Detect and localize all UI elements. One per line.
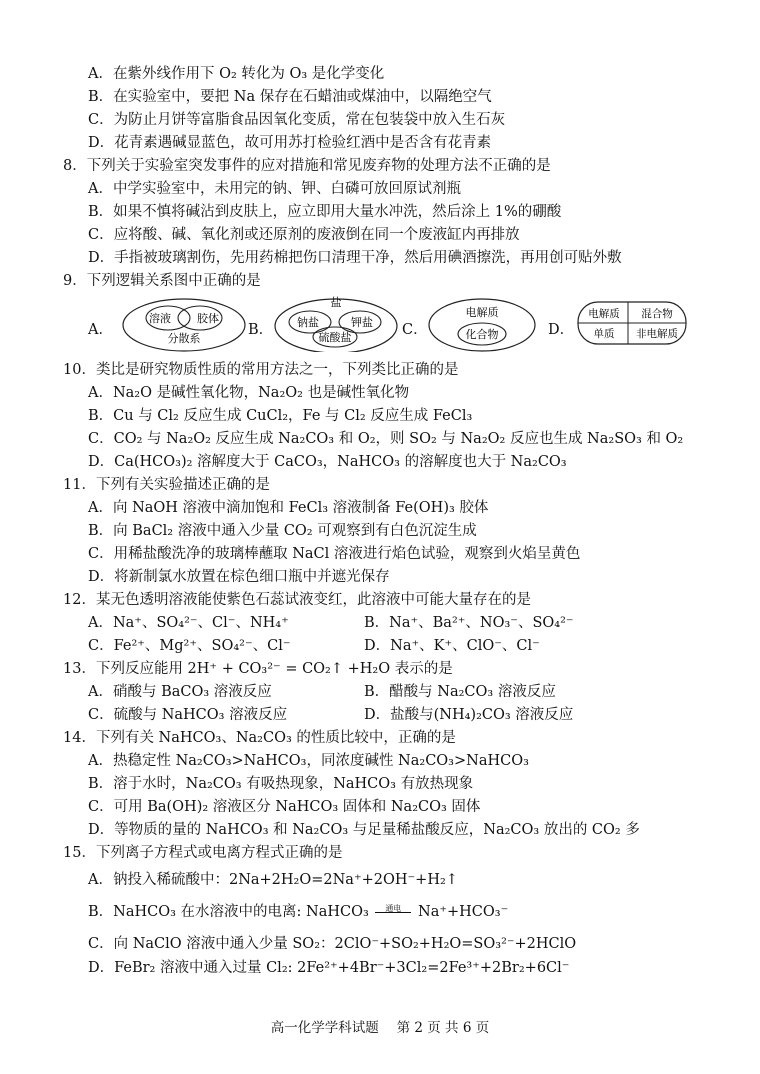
q15-b-suffix: Na⁺+HCO₃⁻ — [418, 904, 509, 920]
q9d-element: 单质 — [593, 328, 615, 340]
q12-stem: 12．某无色透明溶液能使紫色石蕊试液变红，此溶液中可能大量存在的是 — [63, 592, 531, 608]
q9c-electrolyte: 电解质 — [465, 306, 499, 319]
q14-option-a: A．热稳定性 Na₂CO₃>NaHCO₃，同浓度碱性 Na₂CO₃>NaHCO₃ — [88, 753, 529, 769]
q15-b-arrow — [375, 905, 411, 919]
q10-option-c: C．CO₂ 与 Na₂O₂ 反应生成 Na₂CO₃ 和 O₂，则 SO₂ 与 Na₂O₂ 反应也生成 Na₂SO₃ 和 O₂ — [88, 431, 684, 447]
q13-option-a: A．硝酸与 BaCO₃ 溶液反应 — [88, 684, 272, 700]
q12-option-d: D．Na⁺、K⁺、ClO⁻、Cl⁻ — [364, 638, 540, 654]
q9b-sulfate: 硫酸盐 — [318, 331, 352, 344]
q15-option-b — [88, 902, 508, 922]
q9b-salt: 盐 — [330, 296, 342, 309]
q9a-dispersion: 分散系 — [167, 332, 201, 345]
page-footer: 高一化学学科试题 第 2 页 共 6 页 — [270, 1020, 490, 1036]
q9-label-a: A． — [88, 322, 113, 338]
q11-stem: 11．下列有关实验描述正确的是 — [63, 477, 270, 493]
q9d-mixture: 混合物 — [641, 308, 673, 320]
q10-option-a: A．Na₂O 是碱性氧化物，Na₂O₂ 也是碱性氧化物 — [88, 385, 410, 401]
q12-option-b: B．Na⁺、Ba²⁺、NO₃⁻、SO₄²⁻ — [364, 615, 574, 631]
q9-label-c: C． — [402, 322, 428, 338]
q9c-compound: 化合物 — [465, 328, 499, 341]
q9d-electrolyte: 电解质 — [588, 308, 620, 320]
q9b-potassium-salt: 钾盐 — [351, 316, 373, 329]
q9-stem: 9．下列逻辑关系图中正确的是 — [63, 273, 261, 289]
q10-option-d: D．Ca(HCO₃)₂ 溶解度大于 CaCO₃，NaHCO₃ 的溶解度也大于 Na₂CO₃ — [88, 454, 567, 470]
q7-option-c: C．为防止月饼等富脂食品因氧化变质，常在包装袋中放入生石灰 — [88, 112, 506, 128]
q9-diagram-b — [272, 294, 400, 352]
q13-option-b: B．醋酸与 Na₂CO₃ 溶液反应 — [364, 684, 556, 700]
q14-option-c: C．可用 Ba(OH)₂ 溶液区分 NaHCO₃ 固体和 Na₂CO₃ 固体 — [88, 799, 481, 815]
q11-option-b: B．向 BaCl₂ 溶液中通入少量 CO₂ 可观察到有白色沉淀生成 — [88, 523, 477, 539]
q7-option-d: D．花青素遇碱显蓝色，故可用苏打检验红酒中是否含有花青素 — [88, 135, 492, 151]
q9-diagram-c — [426, 296, 538, 354]
q9a-colloid: 胶体 — [197, 312, 219, 325]
q9-diagram-d — [576, 300, 688, 358]
q11-option-a: A．向 NaOH 溶液中滴加饱和 FeCl₃ 溶液制备 Fe(OH)₃ 胶体 — [88, 500, 489, 516]
q8-option-b: B．如果不慎将碱沾到皮肤上，应立即用大量水冲洗，然后涂上 1%的硼酸 — [88, 204, 562, 220]
q12-option-a: A．Na⁺、SO₄²⁻、Cl⁻、NH₄⁺ — [88, 615, 289, 631]
q11-option-c: C．用稀盐酸洗净的玻璃棒蘸取 NaCl 溶液进行焰色试验，观察到火焰呈黄色 — [88, 546, 581, 562]
q14-stem: 14．下列有关 NaHCO₃、Na₂CO₃ 的性质比较中，正确的是 — [63, 730, 456, 746]
q8-option-a: A．中学实验室中，未用完的钠、钾、白磷可放回原试剂瓶 — [88, 181, 461, 197]
q13-option-c: C．硫酸与 NaHCO₃ 溶液反应 — [88, 707, 288, 723]
q11-option-d: D．将新制氯水放置在棕色细口瓶中并遮光保存 — [88, 569, 390, 585]
q9a-solution: 溶液 — [149, 312, 171, 325]
q9b-sodium-salt: 钠盐 — [297, 316, 319, 329]
q9d-nonelectrolyte: 非电解质 — [636, 328, 678, 340]
q14-option-d: D．等物质的量的 NaHCO₃ 和 Na₂CO₃ 与足量稀盐酸反应，Na₂CO₃ 放出的 CO₂ 多 — [88, 822, 640, 838]
q8-option-c: C．应将酸、碱、氧化剂或还原剂的废液倒在同一个废液缸内再排放 — [88, 227, 520, 243]
q15-b-arrow-label: 通电 — [385, 904, 402, 913]
q13-stem: 13．下列反应能用 2H⁺ + CO₃²⁻ = CO₂↑ +H₂O 表示的是 — [63, 661, 453, 677]
q10-stem: 10．类比是研究物质性质的常用方法之一，下列类比正确的是 — [63, 362, 459, 378]
q10-option-b: B．Cu 与 Cl₂ 反应生成 CuCl₂，Fe 与 Cl₂ 反应生成 FeCl₃ — [88, 408, 473, 424]
q15-option-d: D．FeBr₂ 溶液中通入过量 Cl₂: 2Fe²⁺+4Br⁻+3Cl₂=2Fe³⁺+2Br₂+6Cl⁻ — [88, 960, 570, 976]
q15-b-prefix: B．NaHCO₃ 在水溶液中的电离: NaHCO₃ — [88, 904, 369, 920]
q8-stem: 8．下列关于实验室突发事件的应对措施和常见废弃物的处理方法不正确的是 — [63, 158, 551, 174]
q15-option-c: C．向 NaClO 溶液中通入少量 SO₂：2ClO⁻+SO₂+H₂O=SO₃²⁻+2HClO — [88, 936, 577, 952]
q7-option-b: B．在实验室中，要把 Na 保存在石蜡油或煤油中，以隔绝空气 — [88, 89, 492, 105]
q14-option-b: B．溶于水时，Na₂CO₃ 有吸热现象，NaHCO₃ 有放热现象 — [88, 776, 474, 792]
q15-stem: 15．下列离子方程式或电离方程式正确的是 — [63, 845, 343, 861]
q9-label-d: D． — [548, 322, 575, 338]
q8-option-d: D．手指被玻璃割伤，先用药棉把伤口清理干净，然后用碘酒擦洗，再用创可贴外敷 — [88, 250, 622, 266]
q12-option-c: C．Fe²⁺、Mg²⁺、SO₄²⁻、Cl⁻ — [88, 638, 291, 654]
q15-option-a: A．钠投入稀硫酸中：2Na+2H₂O=2Na⁺+2OH⁻+H₂↑ — [88, 872, 458, 888]
q9-label-b: B． — [248, 322, 274, 338]
q7-option-a: A．在紫外线作用下 O₂ 转化为 O₃ 是化学变化 — [88, 66, 385, 82]
q13-option-d: D．盐酸与(NH₄)₂CO₃ 溶液反应 — [364, 707, 574, 723]
q9-diagram-a — [120, 296, 248, 354]
